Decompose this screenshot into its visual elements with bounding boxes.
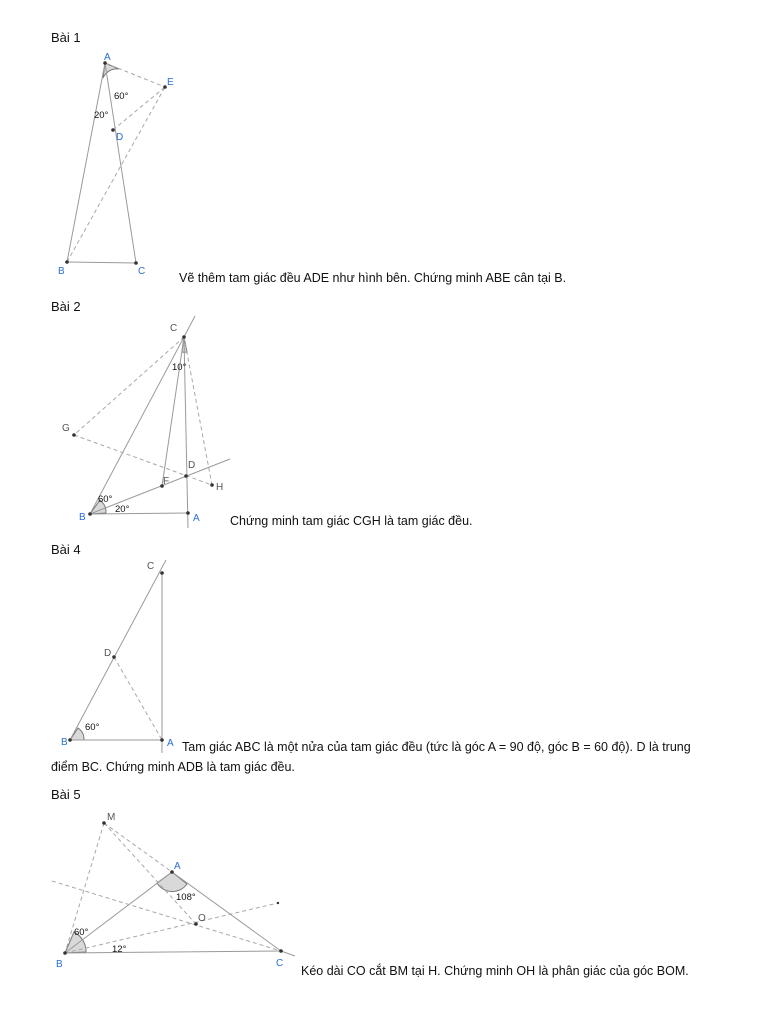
- bai4-label-c: C: [147, 561, 155, 572]
- bai1-edge-bc: [67, 262, 136, 263]
- bai2-edge-cb: [90, 337, 184, 514]
- bai5-label-a: A: [174, 861, 181, 872]
- bai1-label-e: E: [167, 77, 174, 88]
- bai2-label-c: C: [170, 323, 178, 334]
- bai2-angle-10: 10°: [172, 362, 187, 373]
- bai2-label-f: F: [163, 476, 170, 487]
- bai5-label-b: B: [56, 959, 63, 970]
- bai4-point-c: [160, 571, 164, 575]
- bai4-angle-b-arc: [70, 728, 84, 740]
- bai2-point-g: [72, 433, 76, 437]
- bai2-point-c: [182, 335, 186, 339]
- bai1-angle-20: 20°: [94, 110, 109, 121]
- bai2-edge-bd: [90, 459, 230, 514]
- bai2-angle-20: 20°: [115, 504, 130, 515]
- bai2-heading: Bài 2: [51, 299, 81, 314]
- bai5-point-b: [63, 951, 67, 955]
- bai5-edge-bc: [65, 951, 281, 953]
- bai2-edge-cf: [162, 337, 184, 486]
- bai5-text: Kéo dài CO cắt BM tại H. Chứng minh OH là phân giác của góc BOM.: [301, 964, 689, 978]
- bai4-heading: Bài 4: [51, 542, 81, 557]
- bai5-angle-108: 108°: [176, 892, 196, 903]
- bai1-figure: [50, 50, 190, 280]
- bai4-label-d: D: [104, 648, 112, 659]
- bai4-point-a: [160, 738, 164, 742]
- bai4-figure: [55, 558, 185, 753]
- bai4-point-b: [68, 738, 72, 742]
- bai4-angle-60: 60°: [85, 722, 100, 733]
- bai5-edge-bo: [65, 903, 278, 953]
- bai5-edge-ma: [104, 823, 172, 872]
- bai5-angle-60: 60°: [74, 927, 89, 938]
- bai4-edge-cb: [70, 560, 166, 740]
- bai5-label-m: M: [107, 812, 116, 823]
- bai5-label-o: O: [198, 913, 206, 924]
- bai2-text: Chứng minh tam giác CGH là tam giác đều.: [230, 514, 473, 528]
- bai2-label-h: H: [216, 482, 224, 493]
- bai5-label-c: C: [276, 958, 284, 969]
- bai1-heading: Bài 1: [51, 30, 81, 45]
- bai5-point-m: [102, 821, 106, 825]
- bai1-edge-ae: [105, 63, 165, 87]
- bai2-edge-cg: [74, 337, 184, 435]
- bai5-point-ext: [277, 902, 279, 904]
- bai1-angle-60: 60°: [114, 91, 129, 102]
- bai2-figure: [55, 314, 240, 534]
- bai1-label-d: D: [116, 132, 124, 143]
- bai2-point-a: [186, 511, 190, 515]
- bai5-heading: Bài 5: [51, 787, 81, 802]
- bai1-edge-ab: [67, 63, 105, 262]
- bai5-angle-12: 12°: [112, 944, 127, 955]
- bai1-text: Vẽ thêm tam giác đều ADE như hình bên. Chứng minh ABE cân tại B.: [179, 271, 567, 285]
- bai2-point-h: [210, 483, 214, 487]
- bai1-point-c: [134, 261, 138, 265]
- bai1-label-c: C: [138, 266, 146, 277]
- bai5-angle-a-arc: [157, 872, 187, 892]
- bai2-label-g: G: [62, 423, 70, 434]
- bai4-label-a: A: [167, 738, 174, 749]
- bai5-edge-ac: [172, 872, 281, 951]
- bai5-point-c: [279, 949, 283, 953]
- bai2-point-d: [184, 474, 188, 478]
- bai1-point-d: [111, 128, 115, 132]
- bai1-point-b: [65, 260, 69, 264]
- bai1-label-a: A: [104, 52, 111, 63]
- bai4-edge-da: [114, 657, 162, 740]
- bai2-label-d: D: [188, 460, 196, 471]
- bai2-edge-c-ext: [184, 316, 195, 337]
- bai2-point-b: [88, 512, 92, 516]
- bai4-text-line2: điểm BC. Chứng minh ADB là tam giác đều.: [51, 760, 295, 774]
- bai5-edge-c-ext: [281, 951, 295, 956]
- bai2-label-a: A: [193, 513, 200, 524]
- bai4-label-b: B: [61, 737, 68, 748]
- bai1-label-b: B: [58, 266, 65, 277]
- bai4-text-line1: Tam giác ABC là một nửa của tam giác đều (tức là góc A = 90 độ, góc B = 60 độ). D là trung: [182, 740, 691, 754]
- bai5-figure: [50, 805, 300, 975]
- bai2-angle-60: 60°: [98, 494, 113, 505]
- bai2-label-b: B: [79, 512, 86, 523]
- bai1-edge-be: [67, 87, 165, 262]
- bai5-edge-mo: [104, 823, 196, 924]
- bai4-point-d: [112, 655, 116, 659]
